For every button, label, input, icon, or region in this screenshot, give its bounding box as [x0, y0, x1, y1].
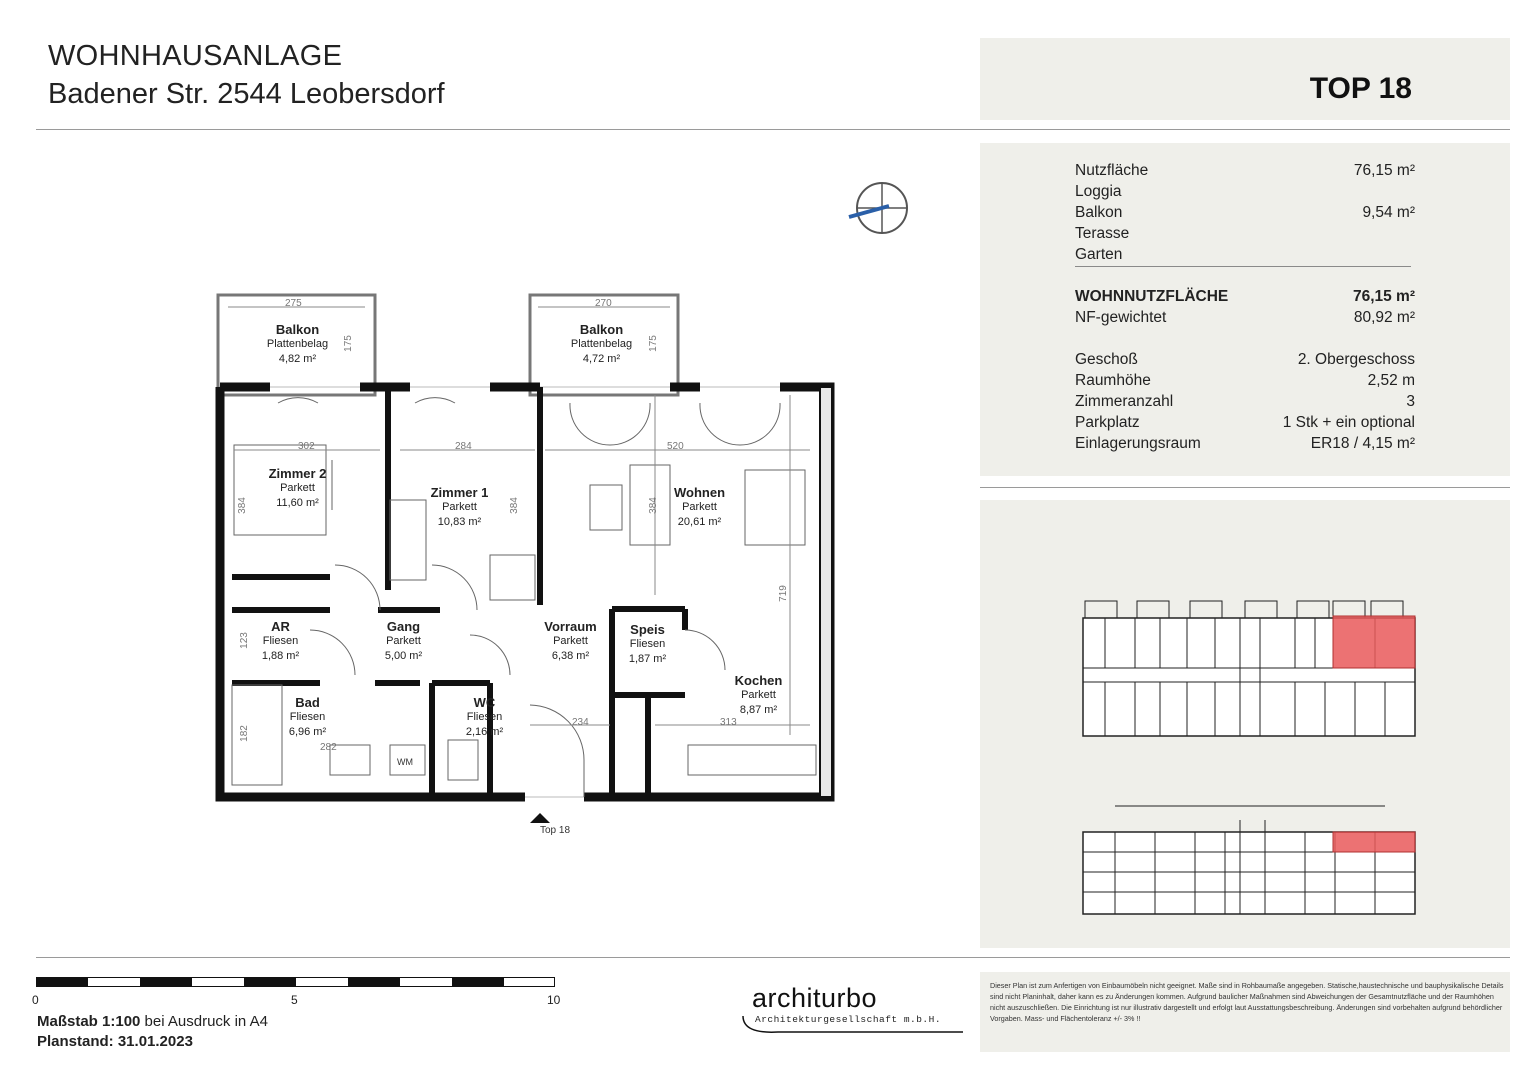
room-label: Balkon Plattenbelag 4,82 m² — [266, 322, 329, 365]
prop-row: Einlagerungsraum ER18 / 4,15 m² — [1075, 435, 1415, 452]
dimension-label: 719 — [777, 585, 789, 602]
logo-name: architurbo — [752, 983, 878, 1013]
room-label: Speis Fliesen 1,87 m² — [628, 622, 667, 665]
dimension-label: 182 — [238, 725, 250, 742]
dimension-label: 284 — [455, 441, 472, 452]
prop-row: Balkon 9,54 m² — [1075, 204, 1415, 221]
dimension-label: 270 — [595, 298, 612, 309]
prop-row: Zimmeranzahl 3 — [1075, 393, 1415, 410]
dimension-label: 384 — [508, 497, 520, 514]
scale-tick: 0 — [32, 993, 39, 1007]
dimension-label: 384 — [236, 497, 248, 514]
compass-icon — [845, 182, 915, 237]
prop-divider — [1075, 266, 1411, 267]
room-label: Kochen Parkett 8,87 m² — [734, 673, 783, 716]
weighted-row: NF-gewichtet 80,92 m² — [1075, 309, 1415, 326]
site-plan-drawing — [1075, 540, 1420, 920]
prop-row: Terasse — [1075, 225, 1130, 242]
scale-tick: 5 — [291, 993, 298, 1007]
room-label: Wohnen Parkett 20,61 m² — [673, 485, 726, 528]
scale-bar — [36, 977, 561, 989]
room-label: Zimmer 1 Parkett 10,83 m² — [430, 485, 489, 528]
footer-divider — [36, 957, 1510, 958]
room-label: Balkon Plattenbelag 4,72 m² — [570, 322, 633, 365]
room-label: Bad Fliesen 6,96 m² — [288, 695, 327, 738]
scale-label: Maßstab 1:100 bei Ausdruck in A4 — [37, 1013, 268, 1030]
dimension-label: 282 — [320, 742, 337, 753]
unit-label: TOP 18 — [1309, 72, 1412, 105]
room-label: WC Fliesen 2,16 m² — [465, 695, 504, 738]
project-address: Badener Str. 2544 Leobersdorf — [48, 78, 445, 110]
floor-plan — [200, 285, 850, 845]
dimension-label: 275 — [285, 298, 302, 309]
plan-date: Planstand: 31.01.2023 — [37, 1033, 193, 1050]
prop-row: Loggia — [1075, 183, 1122, 200]
total-row: WOHNNUTZFLÄCHE 76,15 m² — [1075, 288, 1415, 305]
washer-label: WM — [397, 757, 413, 767]
dimension-label: 175 — [647, 335, 659, 352]
project-title: WOHNHAUSANLAGE — [48, 40, 343, 72]
entrance-label: Top 18 — [540, 825, 571, 836]
logo-swoosh-icon — [738, 1008, 968, 1038]
dimension-label: 234 — [572, 717, 589, 728]
prop-row: Parkplatz 1 Stk + ein optional — [1075, 414, 1415, 431]
room-label: AR Fliesen 1,88 m² — [261, 619, 300, 662]
disclaimer-text: Dieser Plan ist zum Anfertigen von Einbaumöbeln nicht geeignet. Maße sind in Rohbaumaße angegeben. Statische,haustechnische und bauphysikalische Details sind nicht Planinhalt, daher kann es zu Änderungen kommen. Aufgrund baulicher Maßnahmen sind Abweichungen der Gesamtnutzfläche und der Raumhöhen nicht auszuschließen. Die Einrichtung ist nur illustrativ dargestellt und erfolgt laut Ausstattungsbeschreibung. Änderungen sind vorbehalten aufgrund behördlicher Vorgaben. Mass- und Flächentoleranz +/- 3% !! — [990, 981, 1504, 1023]
prop-row: Garten — [1075, 246, 1123, 263]
dimension-label: 520 — [667, 441, 684, 452]
room-label: Vorraum Parkett 6,38 m² — [544, 619, 597, 662]
dimension-label: 123 — [238, 632, 250, 649]
unit-panel — [980, 38, 1510, 120]
prop-row: Nutzfläche 76,15 m² — [1075, 162, 1415, 179]
prop-row: Raumhöhe 2,52 m — [1075, 372, 1415, 389]
logo-subtitle: Architekturgesellschaft m.b.H. — [755, 1014, 942, 1025]
header-divider — [36, 129, 1510, 130]
room-label: Zimmer 2 Parkett 11,60 m² — [268, 466, 327, 509]
prop-row: Geschoß 2. Obergeschoss — [1075, 351, 1415, 368]
panel-divider — [980, 487, 1510, 488]
scale-tick: 10 — [547, 993, 561, 1007]
room-label: Gang Parkett 5,00 m² — [384, 619, 423, 662]
dimension-label: 175 — [342, 335, 354, 352]
dimension-label: 313 — [720, 717, 737, 728]
dimension-label: 302 — [298, 441, 315, 452]
dimension-label: 384 — [647, 497, 659, 514]
